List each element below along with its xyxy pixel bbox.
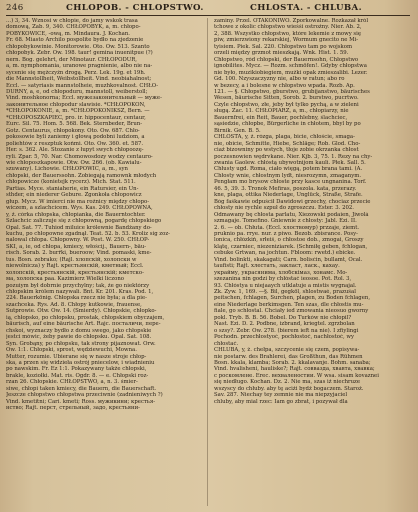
text-line: wszyscy do chłuby. aby tę aciżi bydź bogaczem. Staroż. [214, 385, 364, 392]
right-running-head: CHLOSTA. - CHLUBA. [250, 3, 362, 13]
text-line: chłopskim królem nazywali. Bnt. Kr. 201. Kras. Pod. 1, [6, 289, 154, 296]
text-line: ryli. Zpar. 5, 70. Nar. Chomowosdozy wodzy centauro- [6, 153, 153, 160]
text-line: Bauernfrei, ein Reit, Bauer, pochlebny, ślachciec, [214, 114, 348, 121]
text-line: Sav. 287. Niechay tey zemnie nie ma niepzyjaciel [214, 392, 348, 399]
text-line: sługą. Zac. 11. CHŁOPIARZ, a, m., chłopiarzy, nie [214, 108, 349, 115]
text-line: DURNY, a, e, od chłopoduru, mannstoll, weiberstoll; [6, 88, 148, 95]
page-number: 246 [6, 3, 24, 13]
text-line: Eccl. — satyriasis mannstolheie, muzhkovalnost. CHŁO- [6, 82, 159, 89]
text-line: *CHŁOPOKONIE, a, m. *CHŁOPOKONIKSZ, Bern. — [6, 108, 150, 115]
text-line: cebuke Grtwan, na jochtun. Fbloom: rwetd.) ebicke. [214, 250, 356, 257]
text-line: się niedługo. Kochan. Dz. 2. Nie ma, szas iż niechruze [214, 379, 361, 386]
text-line: Wesen, bäurische Sitten, Sorob. 2. burstwo, pucrtwo. [214, 95, 359, 102]
text-line: Pengłam mo brysow chłoste przy kasce ungnanina. Torf. [214, 179, 367, 186]
right-column [214, 18, 412, 508]
text-line: Bóg faśkawie odpuścił Dawidowi grzechy, chociaz przecie [214, 198, 371, 205]
text-line: Mutter, rozumie. Ubierane się w nasze stroje chłop- [6, 353, 147, 360]
text-line: y, ż. córka chłopska, chłopianka, die Bauerntochter. [6, 211, 146, 218]
text-line: Eurc. Sil. 75. Hom. 5. 568. Bek. Sternbeder, Brun- [6, 121, 143, 128]
text-line: die Mannstollheit, Weibstollheit. Vind. neobiahalnost; [6, 76, 152, 83]
text-line: нство; Rajt. перст, стрельный, задо, крестьяни- [6, 405, 140, 412]
text-line: POBYKOWICE, -ową, m. Mindaura. J. Kochan. [6, 30, 130, 37]
text-line: wie chłoposzkapowie. Otw. Ow. 266. (ob. Kawialu- [6, 159, 142, 166]
text-line: orzeli między grzmot mieszkają. Wnk. Hist. 1. 59. [214, 50, 349, 57]
text-line: Ow. 1:1. Chłopski, sprost, wędziewuchi, Mowna. [6, 347, 137, 354]
text-line: chłopobyk. Zebr. Ow. 198. taur! gemina inuenitpue (?) [6, 50, 153, 57]
text-line: o szsy?. Zebr. Ow. 278. (bierem ieft na nie). I zfiylingi [214, 327, 359, 334]
text-line: szuwany). Lichowie. CHŁOPOWIĆ, a, m., syn [6, 166, 128, 173]
text-line: Czyle chłopstwo, złe, jeby był tylko pychą, a w zieleni [214, 101, 359, 108]
text-line: chłostać. [214, 340, 239, 347]
text-line: rzan 26. Chłopskie. CHŁOPSTWO, a, n. 3. śmier- [6, 379, 138, 386]
text-line: Szlachcic zaliczuje się z chłopowną, pogardę chłopskiego [6, 218, 162, 225]
text-line: Pochodn. przechłostyoć, pochłostoć, nachłostoć, wy [214, 334, 354, 341]
text-line: zwania Gaolew. chłóstą ubywotnijom kauli. Płek. Sall. 5. [214, 159, 366, 166]
text-line: lonica, chłózkiń, srłeiŝ, o chłostoe dob., zmogai, Groszy [214, 237, 364, 244]
text-line: Vind. bolinkti, skakagati; Carn. bolisćin, bullamt, Ocal. [214, 256, 363, 263]
text-line: bäurisch, auf eine bäurische Art. Rajc. посталичи, пере- [6, 321, 161, 328]
text-line: Jeszcze chłopstwo chłopstwa przeciwnie (zadnieniwych ?) [6, 392, 163, 399]
text-line: Bosn. kkala, klamba; Sorab. 2. kkalavanje. Bohm. sanaba; [214, 360, 371, 367]
text-line: nern. Bog. gelehrt, der Minotaur. CHŁOPODUR, [6, 56, 137, 63]
text-line: Her. s. 362. Ale. Stozanie z łupyt swych chłopoozę- [6, 147, 144, 154]
text-line: brakle, koziołki. Mat. ris. Ogdr. 8. — e. Chłopski roz- [6, 372, 149, 379]
text-line: Vind. moshkonorna; Eccl. мужезаконительный — муже- [6, 95, 162, 102]
text-line: CHLUBA, y, ż. chełpa, szczycenie się czem, popisywa- [214, 347, 360, 354]
text-line: zaminy. Przel. OTAKONIWO. Zporkowalne. Rozkazał król [214, 18, 369, 24]
text-line: kuchu, po chłopowne zgadnął. Teat. 52. b. 53. Kroliz sig zoz- [6, 230, 170, 237]
text-line: Gotz. Centaurus, chłopokony. Oto. Ow. 687. Chło- [6, 127, 140, 134]
text-line: fiale, go schłostal. Chciały ied zmowania nieosuo gworny [214, 308, 369, 315]
left-running-head: CHLOPOB. - CHLOPSTWO. [66, 3, 204, 13]
text-line: chłopobykowinie. Monitorowie. Oto. Ow. 513. Szanto [6, 43, 150, 50]
text-line: Chłosty wnie, chłostnym lydt, niesrozymn, zmaganym. [214, 172, 362, 179]
text-line: Nast. Ezi. D. 2. Podbne, izbrand, kriegtel. zgrzbolan [214, 321, 355, 328]
text-line: poliehtów z reszptuk końmi. Oto. Ow. 360. et. 587. [6, 140, 144, 147]
text-line: ska, a przen się widzieła ostrój pniecelow, i wiadnieniu [6, 360, 155, 367]
text-line: sąsiedzie, chłopbe, Bürgerliche in chłotem, bbyl by po [214, 121, 361, 128]
text-line: Sutprowie. Otw. Ow. 14. (Śmierdy). Chłopskie, chłopko- [6, 308, 157, 315]
text-line: w bezecy, a i bolesne w chłopstwo wpada. Rozb. Ap. [214, 82, 355, 89]
text-line: Opal. Sat. 77. Tuhiod miluice królewnie Bandżany do- [6, 224, 152, 231]
text-line: Vind. hvalisheni, hauliske?; Rajt. соввазда, хвавта, хвавка; [214, 366, 375, 373]
text-line: Chłopstwo, ród chłopski, der Bauernsohn, Chłopstwo [214, 56, 359, 63]
text-line: pruknio pa. rrye. nur. z piwo. Bezob. zbisrance. Posy- [214, 230, 358, 237]
text-line: niewolnicza) y Rajt. крестьянскій, кметный; Eccl. [6, 263, 144, 270]
text-line: CHLOSTA, y, ż. rózga, plaga, bicie, chłoście, smaga- [214, 134, 355, 141]
text-line: peitschen, fchlagen, Surchen, plagen, zu Boden fchlagen, [214, 295, 371, 302]
text-line: SKI, a, ie, od chłopa, kmiecy, włościj., Bauern-, bäu- [6, 243, 147, 250]
text-line: украйму, украсянима, хлобскімаз, хонамс. Mo- [214, 269, 348, 276]
text-line: chłopowicze (konietejk rycerz). Mich. Stat. 511. [6, 179, 136, 186]
left-column [6, 18, 202, 508]
text-line: Fr. 68. Miasto Archilo pospolite bydło na zjedzenie [6, 37, 144, 44]
text-line: Gd. 100. Nzyszaczyzny nie, albo w ratun; abo ro [214, 76, 345, 83]
text-line: 224. Bauerkönig. Chłopska rzecz nie była; a dla pie- [6, 295, 147, 302]
text-line: szachceka. Rys. Ad. 8. Chłopy kutkowie, frauense, [6, 301, 142, 308]
text-line: Odmawany bę chłosta parlatu, Xiezowski podaien, Jiwolá [214, 211, 369, 218]
text-line: siwe, chłopi taken kmiecy, die Bauern, die Bauerschaft. [6, 385, 157, 392]
text-line: tchowe z okolic chłopstwo wieśśi ostrożny. Nier. Ab. 2, [214, 24, 362, 31]
text-line: ...) 3, 34. Wznosi w chłopie, do jamy wskok trasa [6, 18, 138, 24]
text-line: szmagaje. Tomefino. Gniewnie z chłosty: Jabl. Ezi. II. [214, 218, 357, 225]
text-line: tyisiem. Piek. Sal. 220. Chłopstwo tam po wojskom [214, 43, 353, 50]
text-line: chskoi, wyznaczy bydło z domu swego, jako chłopskie [6, 327, 152, 334]
text-line: холопскій, крестьянскій, крестьянскій; кметско- [6, 269, 144, 276]
text-line: domową, Zab. 9, 340. CHŁOPOBYK, a, m. chłopo- [6, 24, 141, 31]
text-line: *CHŁOPOSZKAPIEC, pro. ir. hippocentaur, centaur, [6, 114, 146, 121]
text-line: szezanina nin godzi by chłóstać ieosoe. Pot. Rol. 3, [214, 276, 352, 283]
text-line: kne, plaga, ottika Niederlage, Unglück, Straße, Strafe. [214, 192, 363, 199]
text-line: klątę, czarniec, niezeniziarek. (Schmiłę geben, fchlogan, [214, 243, 368, 250]
text-line: с роскомлене. Erec. вехваленостии. W wsa. sisam kovaznei [214, 372, 379, 379]
text-line: ią, chłopsko, po chłopsku, prostak, chłopskiem obyczajem, [6, 314, 165, 321]
text-line: pokosowie byli zaniemy i głową podobni ludziom, a [6, 134, 145, 141]
text-line: taufisti; Rajt. хлестать, закласт, ласк., кахау. [214, 263, 340, 270]
text-line: Syn. Grobąny, po chłopsku, tak strony pijaznowat. Orw. [6, 340, 156, 347]
text-line: Partias. Myce. staniaherie, ein Ratursier, ein Un- [6, 185, 139, 192]
text-line: 2, 388. Wszystko chłopstwo, które lekemie z mowy się [214, 30, 362, 37]
text-line: Vind. kmetitni; Cari. kmeti; Ross. мужикини; крестья- [6, 398, 155, 405]
text-line: 121. — §. Chłopstwo, gburstwo, grubijanstwo, bäurisches [214, 88, 370, 95]
text-line: piw, zmierzwiony rekarskiej, Wormum gnecito ne Mi- [214, 37, 359, 44]
text-line: sycenie się mężczyźn drogą. Perz. Lek. 19g. et 19h. [6, 69, 146, 76]
text-line: nalowal chłopa. Chłopowny. W. Post. W. 250. CHŁOP- [6, 237, 150, 244]
text-line: pozuiym był dobrnie przychylny; tak, że go niektórzy [6, 282, 150, 289]
text-line: chłopski, der Bauerssohn. Zobiegają ramownk młodych [6, 172, 157, 179]
text-line: poczesnowien wędrvkane. Nier. Kjb. 3, 75. 1. Rezy na chy- [214, 153, 373, 160]
text-line: chłosty nie rychle szpuł do zgroszczu. Ester. 3. 202. [214, 205, 354, 212]
text-line: Chłusty ugd. Roma, ciało więgą, potem brana tami. (A. [214, 166, 363, 173]
text-line: eine Niederlage berkimsgen. Ten szas, dle chłostis mu- [214, 301, 364, 308]
text-line: pokl. Tryb. B. B. 56. Bobel. Do Turków nie chłopil? [214, 314, 352, 321]
text-line: 46. 5, 39. 3. Tronok Mefiras, poszola. kata, przerazy. [214, 185, 357, 192]
text-line: законительное chłopodur slawisie. *CHŁOPOKON, [6, 101, 146, 108]
text-line: tus. Bosn. zebrako; (Rajl. хлопскій, холопски w [6, 256, 137, 263]
text-line: risch. Sorab. 2. burřki, bueroow; Vind. pomaski, kme- [6, 250, 152, 257]
text-line: nie postarw. des Brahlerei, das Großthun, das Rühmen [214, 353, 363, 360]
text-line: Birnik. Gen. B. 5. [214, 127, 261, 134]
text-line: chluby, aby mial rzec: Iam go zbrat, i pozywał dla [214, 398, 348, 405]
text-line: po nawskim. Fr. Ez 1:1. Pokazywany także chłopski, [6, 366, 147, 373]
text-line: a, m. nymphomania, uranowe pragnienie, albo nie na- [6, 63, 153, 70]
text-line: głup. Mycz. W imierci nie ma rożnicy między chłopo- [6, 198, 150, 205]
text-line: sthder, ein niederer Gebure. Zgonkoła chłopowicz [6, 192, 142, 199]
text-line: ignobilites. Mycz. — Rozm. schmöfen!. Gdyby chłopstwa [214, 63, 367, 70]
text-line: 93. Chłóstya u niejaaych utklatuje a mistis wygnajal. [214, 282, 357, 289]
text-line: nie, obicie, Schmitte, Hiebe, Schläge; Rob. Glod. Cho- [214, 140, 361, 147]
text-line: 2. 6. — ob. Chłuta. (Eccl. хлоствомуp) przzaje, ziemt. [214, 224, 360, 231]
column-divider [207, 18, 208, 506]
header-rule [6, 15, 410, 16]
text-line: jestci mówic, żeby pawie do chłopsku. Opal. Sat. 108. [6, 334, 152, 341]
text-line: nie było, muzikiobiegiem, mużki opak zmieszalibi. Lezer. [214, 69, 368, 76]
text-line: ма, холопска раа. Kazimierz Wielki liczono [6, 276, 124, 283]
text-line: Zk. Zyw. 1, 169. —§. Bil, gegköl, shlostwaé, prazuŝal [214, 289, 356, 296]
text-line: ciaż bizowniny po wstych, tłoje zobie okrzanka chłost [214, 147, 359, 154]
text-line: wiczem, a szlachcicem. Wys. Kas. 249. CHŁOPOWNA, [6, 205, 153, 212]
